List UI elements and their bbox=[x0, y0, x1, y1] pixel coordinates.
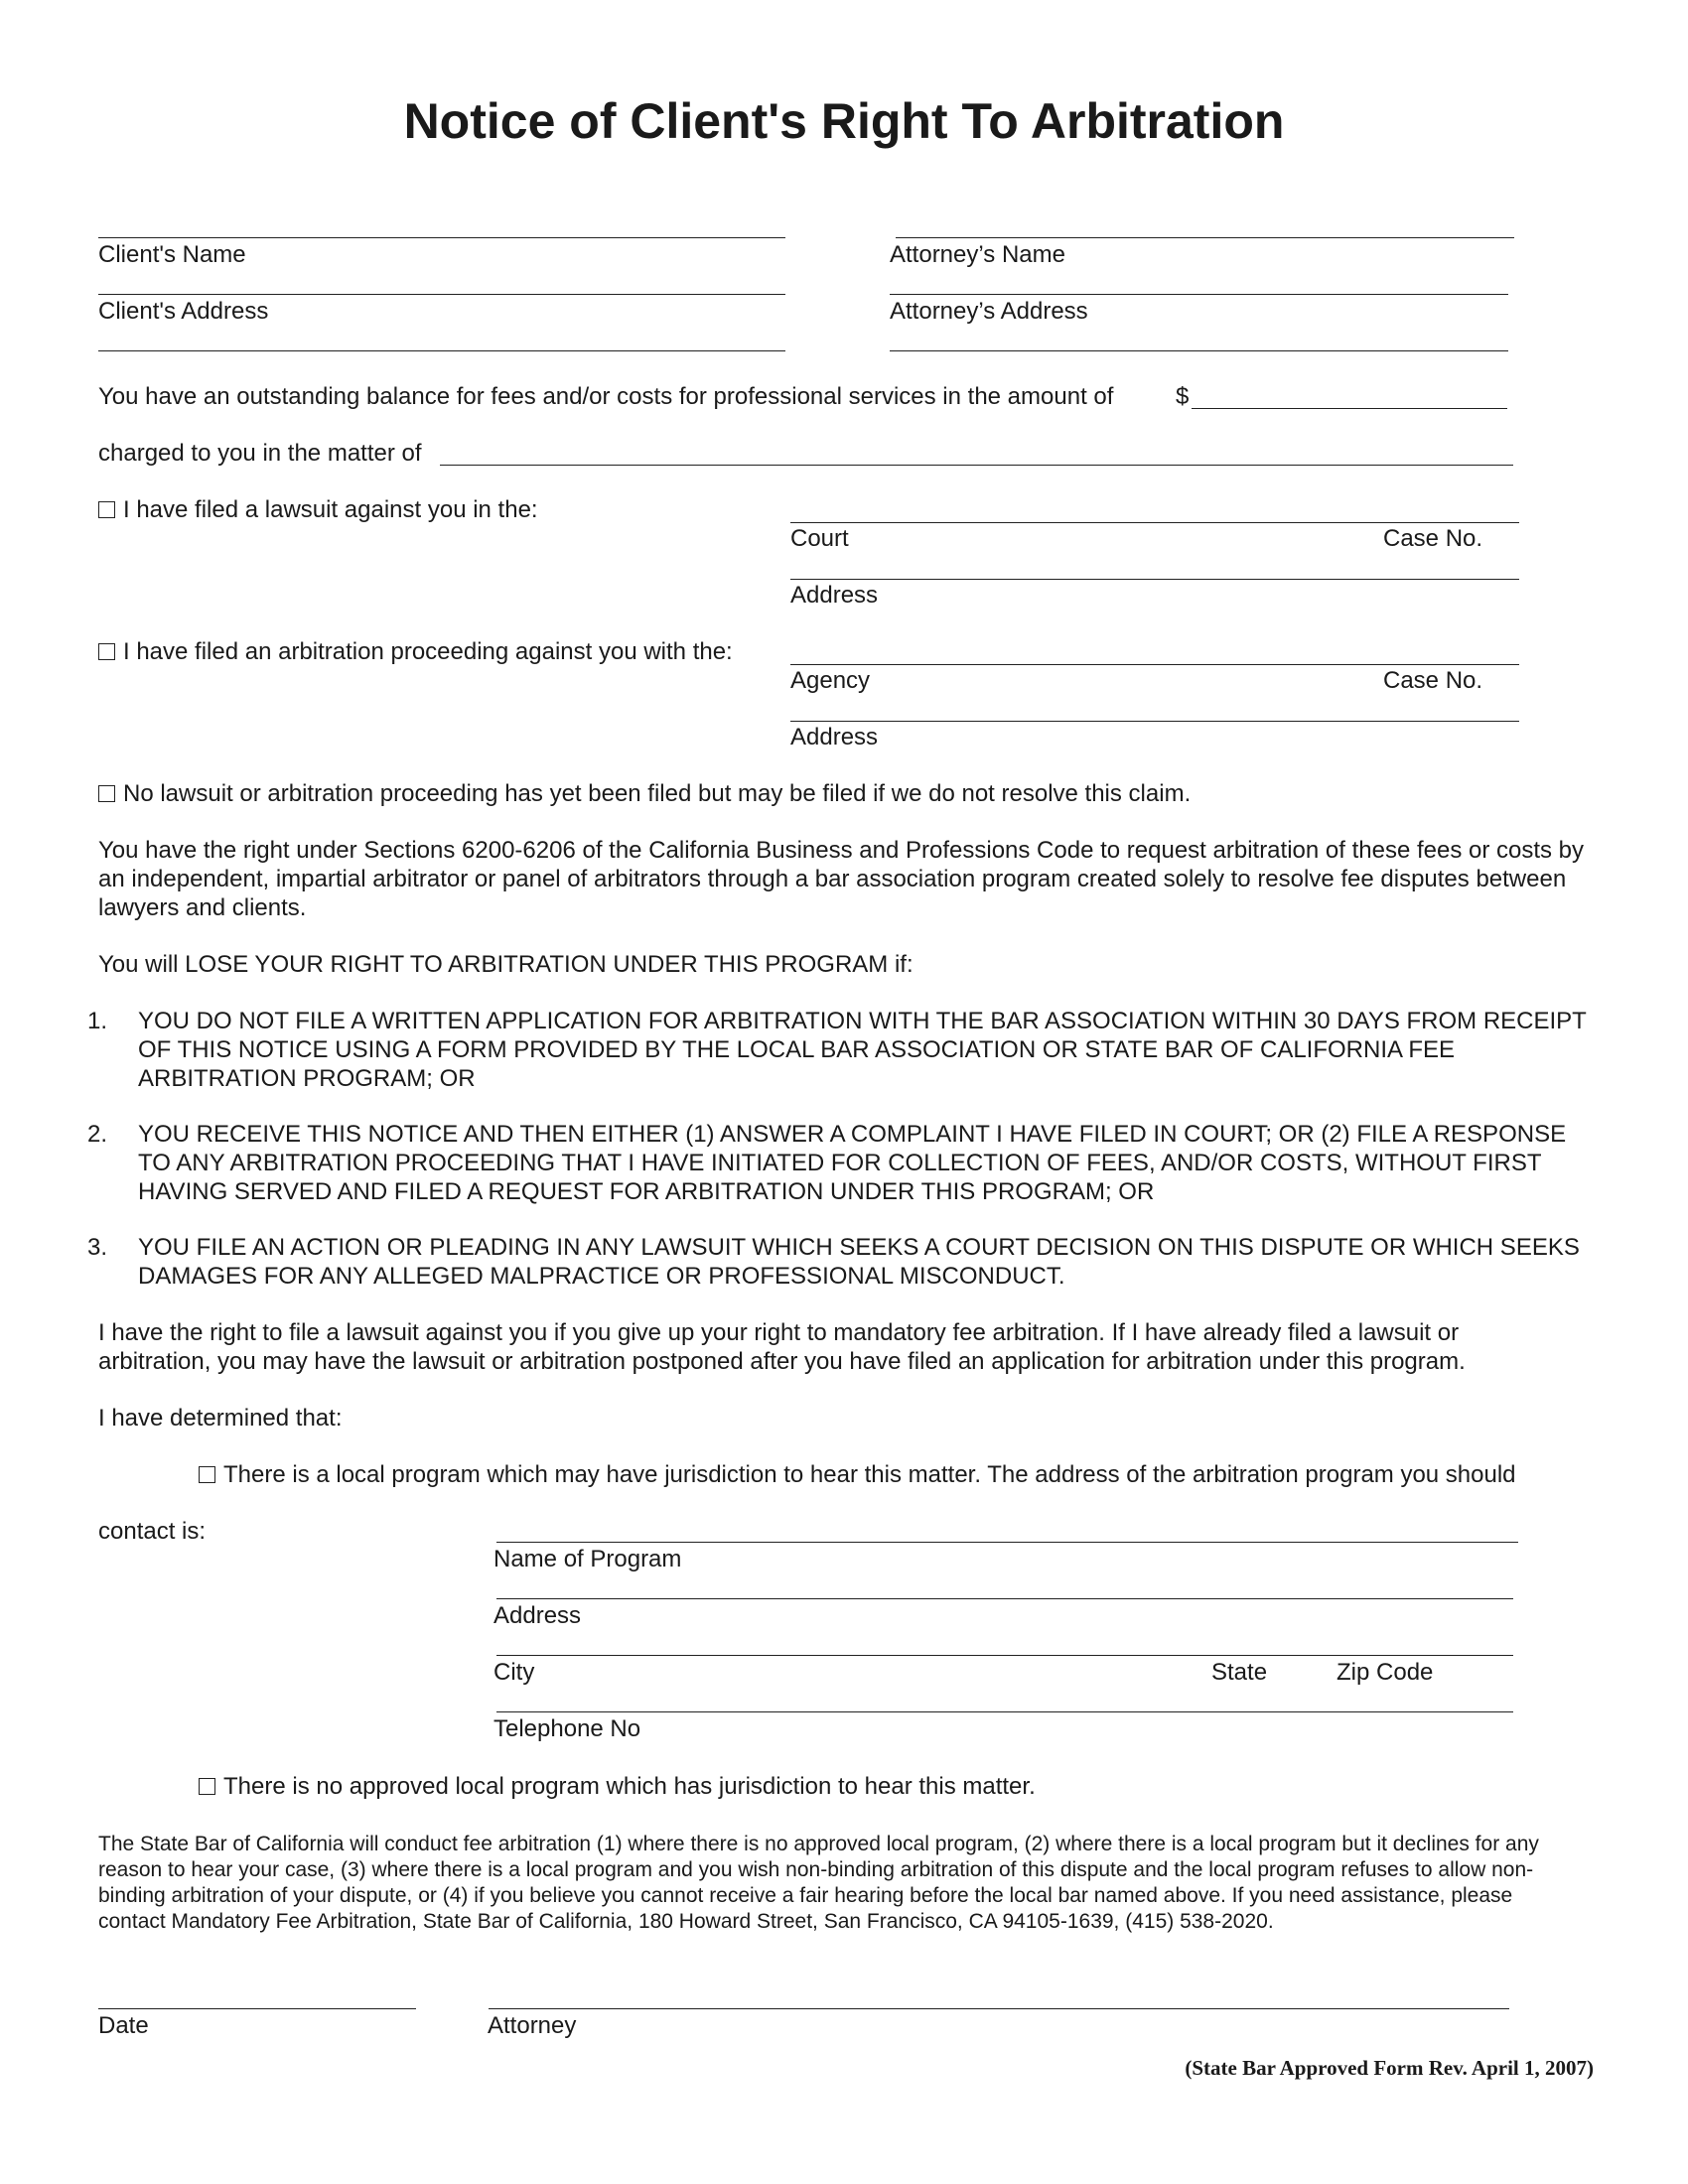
lawsuit-right-paragraph: I have the right to file a lawsuit against you if you give up your right to mandatory fee arbitration. If I have already filed a lawsuit or arbitration, you may have the lawsuit or arbitration postponed after you have filed an application for arbitration under this program. bbox=[98, 1319, 1466, 1375]
court-line[interactable] bbox=[790, 522, 1519, 523]
program-name-line[interactable] bbox=[496, 1542, 1518, 1543]
court-address-line[interactable] bbox=[790, 579, 1519, 580]
court-address-label: Address bbox=[790, 582, 879, 609]
attorney-signature-label: Attorney bbox=[488, 2012, 577, 2039]
attorney-address-line-2[interactable] bbox=[890, 350, 1508, 351]
arbitration-checkbox[interactable] bbox=[98, 643, 115, 660]
client-name-line[interactable] bbox=[98, 237, 785, 238]
contact-is-label: contact is: bbox=[98, 1518, 207, 1545]
local-program-option[interactable] bbox=[199, 1460, 1516, 1489]
attorney-name-line[interactable] bbox=[896, 237, 1514, 238]
condition-1-number: 1. bbox=[87, 1008, 108, 1034]
arbitration-case-no-label: Case No. bbox=[1383, 667, 1483, 694]
agency-label: Agency bbox=[790, 667, 871, 694]
state-bar-paragraph: The State Bar of California will conduct fee arbitration (1) where there is no approved local program, (2) where there is a local program but it declines for any reason to hear your case, (3) where there is a local program and you wish non-binding arbitration of this dispute and the local program refuses to allow non-binding arbitration of your dispute, or (4) if you believe you cannot receive a fair hearing before the local bar named above. If you need assistance, please contact Mandatory Fee Arbitration, State Bar of California, 180 Howard Street, San Francisco, CA 94105-1639, (415) 538-2020. bbox=[98, 1833, 1539, 1933]
matter-line[interactable] bbox=[440, 465, 1513, 466]
agency-line[interactable] bbox=[790, 664, 1519, 665]
lawsuit-checkbox[interactable] bbox=[98, 501, 115, 518]
no-local-program-option[interactable] bbox=[199, 1772, 1036, 1801]
local-program-checkbox[interactable] bbox=[199, 1466, 215, 1483]
no-local-program-label: There is no approved local program which has jurisdiction to hear this matter. bbox=[223, 1773, 1036, 1800]
determined-text: I have determined that: bbox=[98, 1405, 343, 1432]
page-title: Notice of Client's Right To Arbitration bbox=[403, 93, 1285, 149]
balance-text: You have an outstanding balance for fees and/or costs for professional services in the amount of bbox=[98, 383, 1114, 410]
lawsuit-option[interactable] bbox=[98, 495, 538, 524]
agency-address-line[interactable] bbox=[790, 721, 1519, 722]
state-label: State bbox=[1211, 1659, 1268, 1686]
attorney-address-line[interactable] bbox=[890, 294, 1508, 295]
program-address-line[interactable] bbox=[496, 1598, 1513, 1599]
client-address-label: Client's Address bbox=[98, 298, 269, 325]
no-lawsuit-checkbox[interactable] bbox=[98, 785, 115, 802]
client-address-line-2[interactable] bbox=[98, 350, 785, 351]
telephone-label: Telephone No bbox=[493, 1715, 641, 1742]
date-line[interactable] bbox=[98, 2008, 416, 2009]
amount-line[interactable] bbox=[1192, 408, 1507, 409]
program-telephone-line[interactable] bbox=[496, 1711, 1513, 1712]
no-lawsuit-label: No lawsuit or arbitration proceeding has yet been filed but may be filed if we do not resolve this claim. bbox=[123, 780, 1192, 807]
court-label: Court bbox=[790, 525, 849, 552]
agency-address-label: Address bbox=[790, 724, 879, 751]
condition-3-number: 3. bbox=[87, 1234, 108, 1261]
condition-2-text: YOU RECEIVE THIS NOTICE AND THEN EITHER (1) ANSWER A COMPLAINT I HAVE FILED IN COURT; OR (2) FILE A RESPONSE TO ANY ARBITRATION PROCEEDING THAT I HAVE INITIATED FOR COLLECTION OF FEES, AND/OR COSTS, WITHOUT FIRST HAVING SERVED AND FILED A REQUEST FOR ARBITRATION UNDER THIS PROGRAM; OR bbox=[138, 1121, 1567, 1205]
client-address-line[interactable] bbox=[98, 294, 785, 295]
city-label: City bbox=[493, 1659, 535, 1686]
local-program-label: There is a local program which may have jurisdiction to hear this matter. The address of the arbitration program you should bbox=[223, 1461, 1516, 1488]
attorney-address-label: Attorney’s Address bbox=[890, 298, 1088, 325]
arbitration-option[interactable] bbox=[98, 637, 733, 666]
form-revision-footer: (State Bar Approved Form Rev. April 1, 2007) bbox=[1185, 2056, 1594, 2080]
no-lawsuit-option[interactable] bbox=[98, 779, 1191, 808]
arbitration-label: I have filed an arbitration proceeding against you with the: bbox=[123, 638, 733, 665]
matter-text: charged to you in the matter of bbox=[98, 440, 422, 467]
attorney-name-label: Attorney’s Name bbox=[890, 241, 1065, 268]
program-address-label: Address bbox=[493, 1602, 582, 1629]
attorney-signature-line[interactable] bbox=[489, 2008, 1509, 2009]
date-label: Date bbox=[98, 2012, 149, 2039]
right-paragraph: You have the right under Sections 6200-6206 of the California Business and Professions Code to request arbitration of these fees or costs by an independent, impartial arbitrator or panel of arbitrators through a bar association program created solely to resolve fee disputes between lawyers and clients. bbox=[98, 837, 1585, 921]
program-city-line[interactable] bbox=[496, 1655, 1513, 1656]
no-local-program-checkbox[interactable] bbox=[199, 1778, 215, 1795]
condition-1-text: YOU DO NOT FILE A WRITTEN APPLICATION FOR ARBITRATION WITH THE BAR ASSOCIATION WITHIN 30 DAYS FROM RECEIPT OF THIS NOTICE USING A FORM PROVIDED BY THE LOCAL BAR ASSOCIATION OR STATE BAR OF CALIFORNIA FEE ARBITRATION PROGRAM; OR bbox=[138, 1008, 1587, 1092]
condition-3-text: YOU FILE AN ACTION OR PLEADING IN ANY LAWSUIT WHICH SEEKS A COURT DECISION ON THIS DISPUTE OR WHICH SEEKS DAMAGES FOR ANY ALLEGED MALPRACTICE OR PROFESSIONAL MISCONDUCT. bbox=[138, 1234, 1580, 1290]
client-name-label: Client's Name bbox=[98, 241, 246, 268]
currency-symbol: $ bbox=[1176, 383, 1190, 410]
program-name-label: Name of Program bbox=[493, 1546, 682, 1572]
zip-label: Zip Code bbox=[1336, 1659, 1434, 1686]
condition-2-number: 2. bbox=[87, 1121, 108, 1148]
lawsuit-label: I have filed a lawsuit against you in the: bbox=[123, 496, 538, 523]
lawsuit-case-no-label: Case No. bbox=[1383, 525, 1483, 552]
lose-intro: You will LOSE YOUR RIGHT TO ARBITRATION UNDER THIS PROGRAM if: bbox=[98, 951, 914, 978]
